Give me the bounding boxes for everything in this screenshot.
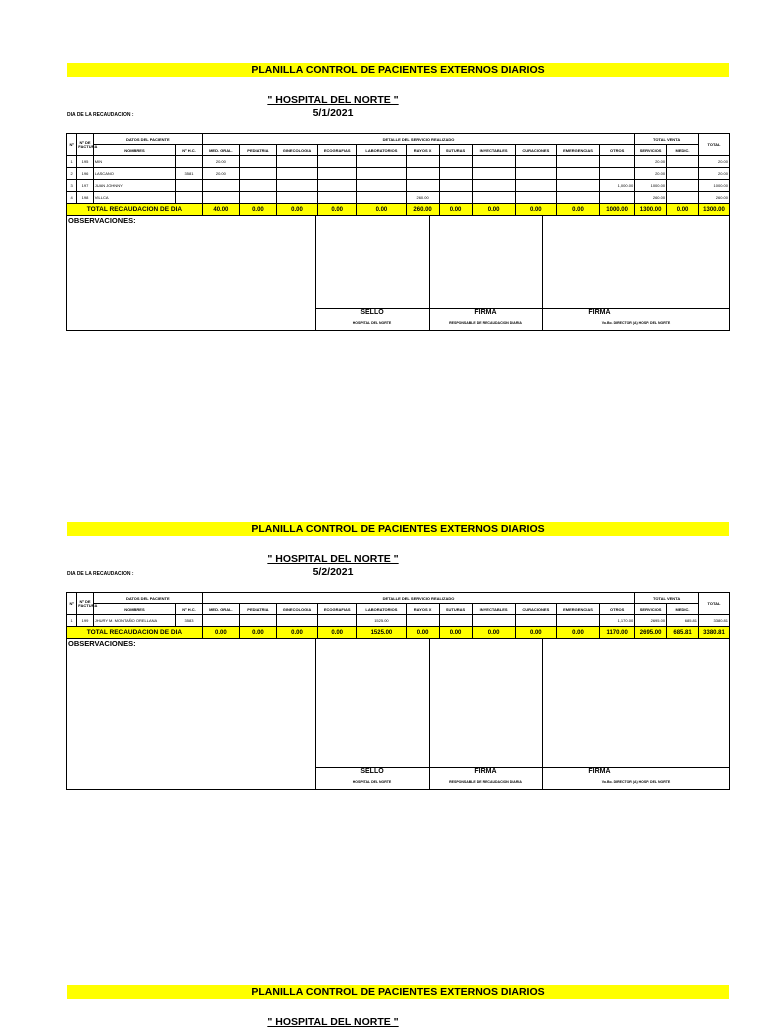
row-gin: [276, 192, 317, 204]
row-otr: 1,000.00: [600, 180, 635, 192]
row-lab: 1525.00: [357, 615, 406, 627]
patients-table: [66, 592, 730, 639]
director-label: DIRECTOR (A) HOSP. DEL NORTE: [613, 780, 671, 784]
sheet-title: PLANILLA CONTROL DE PACIENTES EXTERNOS DIARIOS: [67, 985, 729, 999]
total-lab: 0.00: [357, 204, 406, 216]
row-iny: [472, 192, 515, 204]
row-invoice: 195: [77, 156, 93, 168]
hospital-name: " HOSPITAL DEL NORTE ": [267, 94, 399, 106]
header-nombres: NOMBRES: [93, 145, 175, 156]
header-iny: INYECTABLES: [472, 145, 515, 156]
header-cur: CURACIONES: [515, 145, 556, 156]
total-medic: 685.81: [667, 627, 699, 639]
signature-subtitle: [542, 780, 730, 784]
header-gin: GINECOLOGIA: [276, 145, 317, 156]
table-row: [67, 156, 730, 168]
row-eme: [556, 192, 599, 204]
header-ray: RAYOS X: [406, 604, 439, 615]
stamp-subtitle: HOSPITAL DEL NORTE: [352, 780, 392, 784]
row-patient-name: VILLCA: [93, 192, 175, 204]
stamp-label: SELLO: [360, 768, 384, 775]
approval-label: Vo.Bo.: [601, 321, 613, 325]
row-serv: 2695.00: [635, 615, 667, 627]
observations-box: [66, 638, 730, 790]
header-sut: SUTURAS: [439, 604, 472, 615]
total-eme: 0.00: [556, 204, 599, 216]
row-lab: [357, 180, 406, 192]
total-iny: 0.00: [472, 627, 515, 639]
row-sut: [439, 156, 472, 168]
row-gin: [276, 180, 317, 192]
row-serv: 20.00: [635, 156, 667, 168]
row-otr: [600, 168, 635, 180]
row-medic: [667, 156, 699, 168]
header-invoice: Nº DE FACTURA: [77, 134, 93, 156]
row-ped: [239, 192, 276, 204]
total-sut: 0.00: [439, 204, 472, 216]
total-total: 1300.00: [699, 204, 730, 216]
header-iny: INYECTABLES: [472, 604, 515, 615]
signature-label: FIRMA: [474, 309, 497, 316]
row-ped: [239, 180, 276, 192]
signature-subtitle: RESPONSABLE DE RECAUDACION DIARIA: [449, 321, 522, 325]
row-cur: [515, 615, 556, 627]
header-eco: ECOGRAFIAS: [318, 145, 357, 156]
total-lab: 1525.00: [357, 627, 406, 639]
row-otr: 1,170.00: [600, 615, 635, 627]
collection-day-label: DIA DE LA RECAUDACION :: [67, 571, 134, 577]
header-eme: EMERGENCIAS: [556, 604, 599, 615]
header-patient-data: DATOS DEL PACIENTE: [93, 134, 202, 145]
row-sut: [439, 615, 472, 627]
row-number: 4: [67, 192, 77, 204]
row-patient-name: JUAN JOHNNY: [93, 180, 175, 192]
row-eme: [556, 156, 599, 168]
header-total-sales: TOTAL VENTA: [635, 593, 699, 604]
header-otr: OTROS: [600, 145, 635, 156]
total-gin: 0.00: [276, 627, 317, 639]
total-cur: 0.00: [515, 204, 556, 216]
signature-label: FIRMA: [474, 768, 497, 775]
report-date: 5/2/2021: [312, 566, 354, 578]
row-ray: [406, 615, 439, 627]
header-otr: OTROS: [600, 604, 635, 615]
row-total: 1000.00: [699, 180, 730, 192]
row-medic: [667, 192, 699, 204]
header-lab: LABORATORIOS: [357, 145, 406, 156]
row-cur: [515, 156, 556, 168]
row-sut: [439, 168, 472, 180]
header-patient-data: DATOS DEL PACIENTE: [93, 593, 202, 604]
row-cur: [515, 192, 556, 204]
row-ray: [406, 156, 439, 168]
director-label: DIRECTOR (A) HOSP. DEL NORTE: [613, 321, 671, 325]
row-lab: [357, 168, 406, 180]
patients-table: [66, 133, 730, 216]
total-ped: 0.00: [239, 204, 276, 216]
table-row: [67, 180, 730, 192]
row-patient-name: JHURY M. MONTAÑO ORELLANA: [93, 615, 175, 627]
row-serv: 20.00: [635, 168, 667, 180]
row-cur: [515, 180, 556, 192]
row-ped: [239, 168, 276, 180]
total-eme: 0.00: [556, 627, 599, 639]
total-eco: 0.00: [318, 204, 357, 216]
row-eco: [318, 615, 357, 627]
row-hc: [176, 156, 203, 168]
row-hc: [176, 192, 203, 204]
header-lab: LABORATORIOS: [357, 604, 406, 615]
total-medic: 0.00: [667, 204, 699, 216]
row-patient-name: MIN: [93, 156, 175, 168]
observations-label: OBSERVACIONES:: [68, 639, 136, 648]
row-invoice: 198: [77, 192, 93, 204]
row-eco: [318, 192, 357, 204]
row-iny: [472, 180, 515, 192]
row-gin: [276, 615, 317, 627]
row-total: 260.00: [699, 192, 730, 204]
row-lab: [357, 156, 406, 168]
header-hc: Nº H.C.: [176, 604, 203, 615]
row-med: [202, 192, 239, 204]
total-otr: 1170.00: [600, 627, 635, 639]
total-iny: 0.00: [472, 204, 515, 216]
row-hc: 3581: [176, 168, 203, 180]
row-total: 20.00: [699, 168, 730, 180]
row-medic: [667, 180, 699, 192]
header-hc: Nº H.C.: [176, 145, 203, 156]
row-patient-name: LASCANO: [93, 168, 175, 180]
observations-label: OBSERVACIONES:: [68, 216, 136, 225]
row-sut: [439, 192, 472, 204]
row-ray: 260.00: [406, 192, 439, 204]
row-number: 2: [67, 168, 77, 180]
totals-row: [67, 204, 730, 216]
row-iny: [472, 168, 515, 180]
row-number: 1: [67, 615, 77, 627]
header-ped: PEDIATRIA: [239, 145, 276, 156]
row-med: [202, 615, 239, 627]
header-gin: GINECOLOGIA: [276, 604, 317, 615]
row-eco: [318, 156, 357, 168]
signature-label: FIRMA: [588, 309, 611, 316]
header-invoice: Nº DE FACTURA: [77, 593, 93, 615]
row-hc: 3583: [176, 615, 203, 627]
total-ped: 0.00: [239, 627, 276, 639]
row-invoice: 196: [77, 168, 93, 180]
stamp-subtitle: HOSPITAL DEL NORTE: [352, 321, 392, 325]
header-total: TOTAL: [699, 134, 730, 156]
header-service-detail: DETALLE DEL SERVICIO REALIZADO: [202, 134, 634, 145]
approval-label: Vo.Bo.: [601, 780, 613, 784]
row-invoice: 199: [77, 615, 93, 627]
row-sut: [439, 180, 472, 192]
hospital-name: " HOSPITAL DEL NORTE ": [267, 553, 399, 565]
total-sut: 0.00: [439, 627, 472, 639]
total-eco: 0.00: [318, 627, 357, 639]
table-row: [67, 168, 730, 180]
row-med: 20.00: [202, 168, 239, 180]
total-serv: 2695.00: [635, 627, 667, 639]
row-iny: [472, 156, 515, 168]
sheet-title: PLANILLA CONTROL DE PACIENTES EXTERNOS DIARIOS: [67, 63, 729, 77]
table-row: [67, 615, 730, 627]
header-eme: EMERGENCIAS: [556, 145, 599, 156]
row-ped: [239, 156, 276, 168]
total-gin: 0.00: [276, 204, 317, 216]
row-eme: [556, 168, 599, 180]
signature-subtitle: RESPONSABLE DE RECAUDACION DIARIA: [449, 780, 522, 784]
header-nombres: NOMBRES: [93, 604, 175, 615]
header-eco: ECOGRAFIAS: [318, 604, 357, 615]
total-otr: 1000.00: [600, 204, 635, 216]
total-total: 3380.81: [699, 627, 730, 639]
total-cur: 0.00: [515, 627, 556, 639]
table-row: [67, 192, 730, 204]
report-date: 5/1/2021: [312, 107, 354, 119]
row-eco: [318, 180, 357, 192]
header-total-sales: TOTAL VENTA: [635, 134, 699, 145]
header-num: Nº: [67, 134, 77, 156]
header-med: MED. GRAL.: [202, 604, 239, 615]
row-serv: 260.00: [635, 192, 667, 204]
totals-row: [67, 627, 730, 639]
row-medic: 685.81: [667, 615, 699, 627]
header-ray: RAYOS X: [406, 145, 439, 156]
total-ray: 260.00: [406, 204, 439, 216]
row-gin: [276, 156, 317, 168]
row-serv: 1000.00: [635, 180, 667, 192]
row-hc: [176, 180, 203, 192]
row-gin: [276, 168, 317, 180]
row-number: 3: [67, 180, 77, 192]
total-med: 0.00: [202, 627, 239, 639]
header-ped: PEDIATRIA: [239, 604, 276, 615]
hospital-name: " HOSPITAL DEL NORTE ": [267, 1016, 399, 1028]
signature-subtitle: [542, 321, 730, 325]
row-med: 20.00: [202, 156, 239, 168]
row-eme: [556, 180, 599, 192]
row-invoice: 197: [77, 180, 93, 192]
header-sut: SUTURAS: [439, 145, 472, 156]
row-medic: [667, 168, 699, 180]
row-eme: [556, 615, 599, 627]
collection-day-label: DIA DE LA RECAUDACION :: [67, 112, 134, 118]
total-ray: 0.00: [406, 627, 439, 639]
row-total: 20.00: [699, 156, 730, 168]
row-iny: [472, 615, 515, 627]
total-serv: 1300.00: [635, 204, 667, 216]
header-med: MED. GRAL.: [202, 145, 239, 156]
observations-box: [66, 215, 730, 331]
row-otr: [600, 156, 635, 168]
stamp-label: SELLO: [360, 309, 384, 316]
total-label: TOTAL RECAUDACION DE DIA: [67, 627, 203, 639]
header-cur: CURACIONES: [515, 604, 556, 615]
total-med: 40.00: [202, 204, 239, 216]
header-total: TOTAL: [699, 593, 730, 615]
total-label: TOTAL RECAUDACION DE DIA: [67, 204, 203, 216]
header-service-detail: DETALLE DEL SERVICIO REALIZADO: [202, 593, 634, 604]
row-total: 3380.81: [699, 615, 730, 627]
header-serv: SERVICIOS: [635, 145, 667, 156]
row-ped: [239, 615, 276, 627]
row-med: [202, 180, 239, 192]
row-eco: [318, 168, 357, 180]
signature-label: FIRMA: [588, 768, 611, 775]
row-ray: [406, 168, 439, 180]
header-medic: MEDIC.: [667, 145, 699, 156]
header-serv: SERVICIOS: [635, 604, 667, 615]
header-medic: MEDIC.: [667, 604, 699, 615]
row-lab: [357, 192, 406, 204]
row-otr: [600, 192, 635, 204]
header-num: Nº: [67, 593, 77, 615]
row-cur: [515, 168, 556, 180]
row-number: 1: [67, 156, 77, 168]
sheet-title: PLANILLA CONTROL DE PACIENTES EXTERNOS DIARIOS: [67, 522, 729, 536]
row-ray: [406, 180, 439, 192]
